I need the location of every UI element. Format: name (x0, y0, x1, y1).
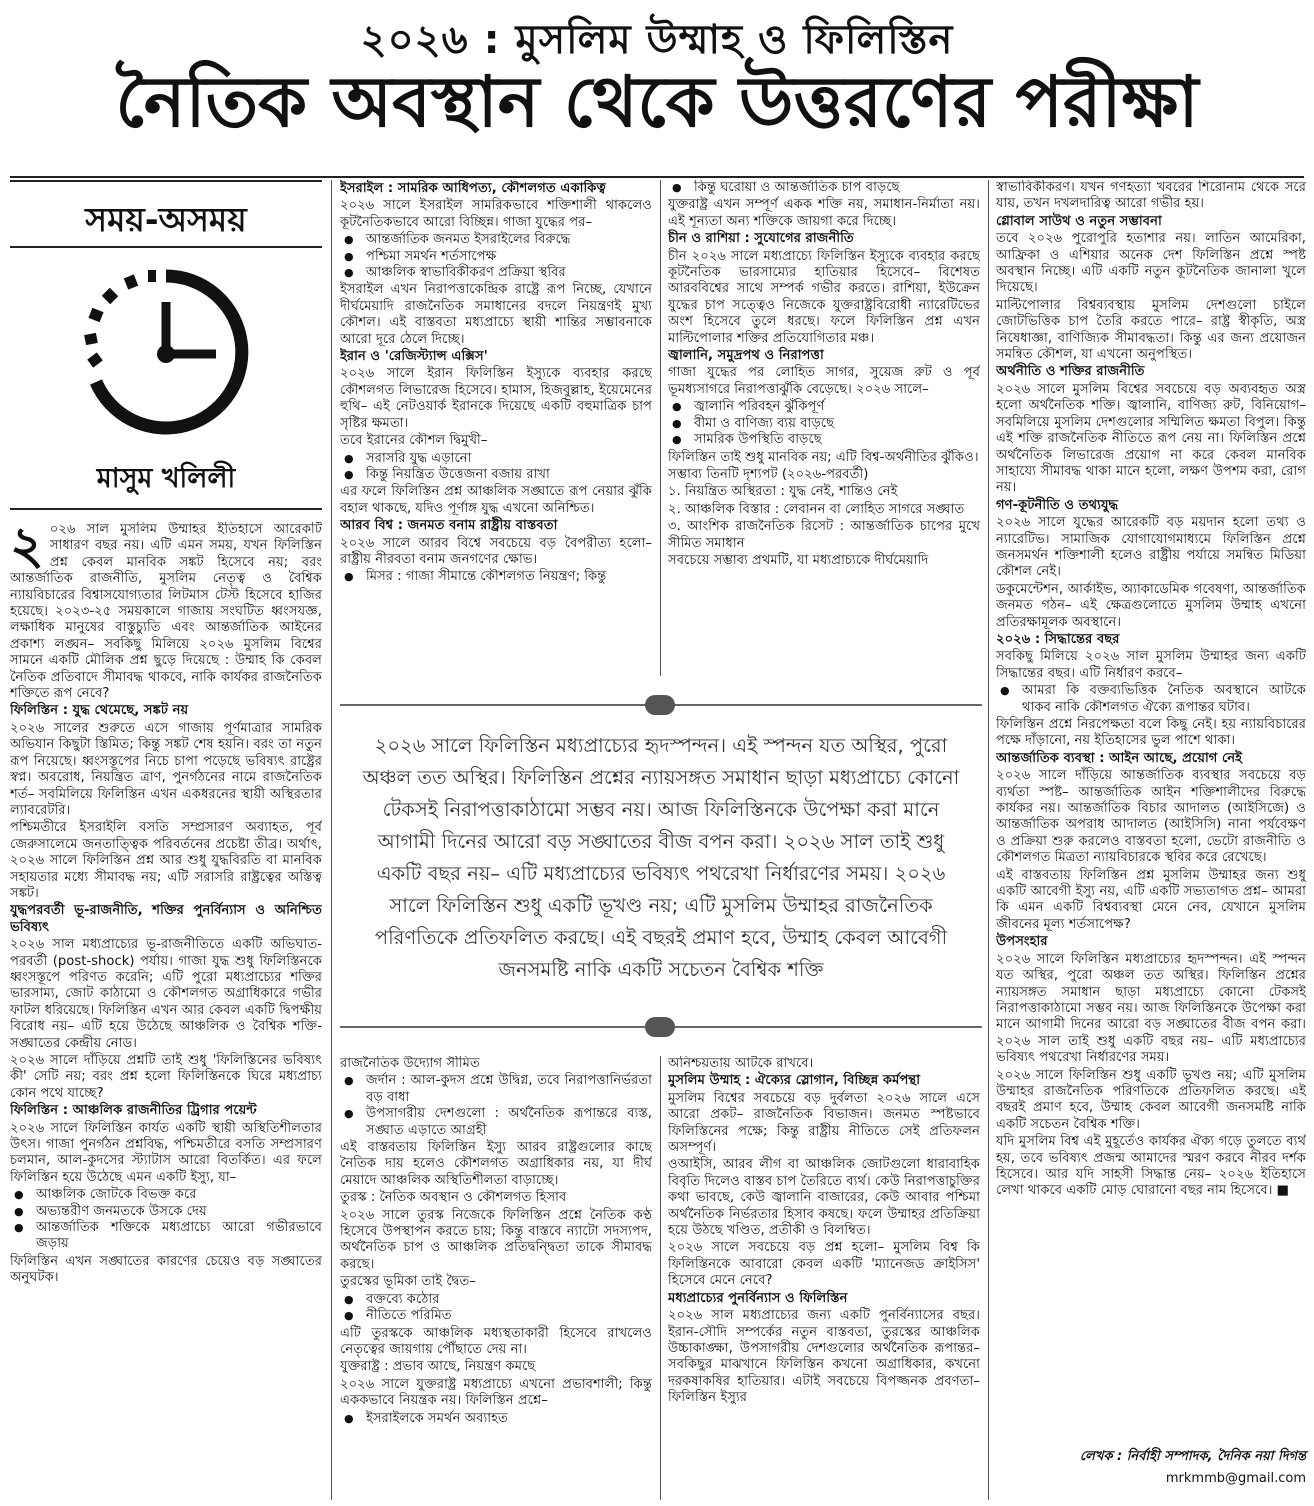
paragraph: তবে ইরানের কৌশল দ্বিমুখী– (340, 433, 488, 449)
list-item: ● উপসাগরীয় দেশগুলো : অর্থনৈতিক রূপান্তরে ব্যস্ত, সঙ্ঘাত এড়াতে আগ্রহী (340, 1106, 652, 1139)
paragraph: এর ফলে ফিলিস্তিন প্রশ্ন আঞ্চলিক সঙ্ঘাতে রূপ নেয়ার ঝুঁকি বহাল থাকছে, যদিও পূর্ণাঙ্গ যুদ্ধ এখনো অনিশ্চিত। (340, 484, 652, 516)
list-item: ● বীমা ও বাণিজ্য ব্যয় বাড়ছে (668, 416, 980, 432)
paragraph: ২০২৬ সালে ফিলিস্তিন মধ্যপ্রাচ্যের হৃদস্পন্দন। এই স্পন্দন যত অস্থির, পুরো অঞ্চল তত অস্থির। ফিলিস্তিন প্রশ্নের ন্যায়সঙ্গত সমাধান ছাড়া মধ্যপ্রাচ্যে কোনো টেকসই নিরাপত্তাকাঠামো সম্ভব নয়। আজ ফিলিস্তিনকে উপেক্ষা করা মানে আগামী দিনের আরো বড় সঙ্ঘাতের বীজ বপন করা। ২০২৬ সাল তাই শুধু একটি বছর নয়– এটি মধ্যপ্রাচ্যের ভবিষ্যৎ পথরেখা নির্ধারণের সময়। (996, 951, 1306, 1066)
list-item: ● জর্দান : আল-কুদস প্রশ্নে উদ্বিগ্ন, তবে নিরাপত্তানির্ভরতা বড় বাধা (340, 1073, 652, 1106)
bullet-list (996, 683, 1306, 716)
paragraph: স্বাভাবিকীকরণ। যখন গণহত্যা খবরের শিরোনাম থেকে সরে যায়, তখন দখলদারিত্ব আরো গভীর হয়। (996, 180, 1306, 212)
paragraph: অনিশ্চয়তায় আটকে রাখবে। (668, 1056, 814, 1071)
list-item: ● নীতিতে পরিমিত (340, 1308, 652, 1324)
column-2-bottom (340, 1056, 652, 1498)
list-item: ● পশ্চিমা সমর্থন শর্তসাপেক্ষ (340, 249, 652, 265)
paragraph: ওআইসি, আরব লীগ বা আঞ্চলিক জোটগুলো ধারাবাহিক বিবৃতি দিলেও বাস্তব চাপ তৈরিতে ব্যর্থ। কেউ নিরাপত্তাচুক্তির কথা ভাবছে, কেউ জ্বালানি বাজারের, কেউ আবার পশ্চিমা অর্থনৈতিক নির্ভরতার হিসাব কষছে। ফলে উম্মাহর প্রতিক্রিয়া হয়ে উঠছে খণ্ডিত, প্রতীকী ও বিলম্বিত। (668, 1157, 980, 1239)
subhead: উপসংহার (996, 934, 1048, 950)
bullet-list (668, 399, 980, 448)
subhead: আরব বিশ্ব : জনমত বনাম রাষ্ট্রীয় বাস্তবতা (340, 518, 558, 534)
subhead: ফিলিস্তিন : আঞ্চলিক রাজনীতির ট্রিগার পয়েন্ট (10, 1103, 257, 1119)
column-divider (988, 180, 989, 1500)
paragraph: চীন ২০২৬ সালে মধ্যপ্রাচ্যে ফিলিস্তিন ইস্যুকে ব্যবহার করছে কূটনৈতিক ভারসাম্যের হাতিয়ার হিসেবে– বিশেষত আরববিশ্বের সাথে সম্পর্ক গভীর করতে। রাশিয়া, ইউক্রেন যুদ্ধের চাপ সত্ত্বেও নিজেকে যুক্তরাষ্ট্রবিরোধী ন্যারেটিভের অংশ হিসেবে তুলে ধরছে। ফলে ফিলিস্তিন প্রশ্ন এখন মাল্টিপোলার শক্তির প্রতিযোগিতার মঞ্চ। (668, 248, 980, 346)
paragraph: ২. আঞ্চলিক বিস্তার : লেবানন বা লোহিত সাগরে সঙ্ঘাত (668, 501, 965, 517)
bullet-list (340, 451, 652, 484)
pull-quote-dot-bottom (645, 1017, 675, 1037)
subhead: ২০২৬ : সিদ্ধান্তের বছর (996, 631, 1120, 647)
list-item: ● কিন্তু ঘরোয়া ও আন্তর্জাতিক চাপ বাড়ছে (668, 180, 980, 196)
pull-quote-dot-top (645, 695, 675, 715)
paragraph: ২০২৬ সালে দাঁড়িয়ে আন্তর্জাতিক ব্যবস্থার সবচেয়ে বড় ব্যর্থতা স্পষ্ট– আন্তর্জাতিক আইন শক্তিশালীদের বিরুদ্ধে কার্যকর নয়। আন্তর্জাতিক বিচার আদালত (আইসিজে) ও আন্তর্জাতিক অপরাধ আদালত (আইসিসি) নানা পর্যবেক্ষণ ও প্রক্রিয়া শুরু করলেও বাস্তবতা হলো, ভেটো রাজনীতি ও কৌশলগত মিত্রতা ন্যায়বিচারকে স্থবির করে রেখেছে। (996, 768, 1306, 866)
headline: নৈতিক অবস্থান থেকে উত্তরণের পরীক্ষা (115, 61, 1199, 143)
paragraph: ২০২৬ সাল মধ্যপ্রাচ্যের জন্য একটি পুনর্বিন্যাসের বছর। ইরান-সৌদি সম্পর্কের নতুন বাস্তবতা, তুরস্কের আঞ্চলিক উচ্চাকাঙ্ক্ষা, উপসাগরীয় দেশগুলোর অর্থনৈতিক রূপান্তর– সবকিছুর মাঝখানে ফিলিস্তিন কখনো অগ্রাধিকার, কখনো দরকষাকষির হাতিয়ার। এটাই সবচেয়ে বিপজ্জনক প্রবণতা– ফিলিস্তিন ইস্যুর (668, 1308, 980, 1406)
paragraph: ২০২৬ সালে সবচেয়ে বড় প্রশ্ন হলো– মুসলিম বিশ্ব কি ফিলিস্তিনকে আবারো কেবল একটি 'ম্যানেজড ক্রাইসিস' হিসেবে মেনে নেবে? (668, 1240, 980, 1289)
paragraph: তুরস্কের ভূমিকা তাই দ্বৈত– (340, 1274, 476, 1290)
end-mark-icon: ■ (1276, 1183, 1290, 1199)
list-item: ● সামরিক উপস্থিতি বাড়ছে (668, 432, 980, 448)
subhead: চীন ও রাশিয়া : সুযোগের রাজনীতি (668, 231, 854, 247)
paragraph: তুরস্ক : নৈতিক অবস্থান ও কৌশলগত হিসাব (340, 1190, 567, 1206)
list-item: ● জ্বালানি পরিবহন ঝুঁকিপূর্ণ (668, 399, 980, 415)
bullet-list (668, 180, 980, 196)
list-item: ● আঞ্চলিক স্বাভাবিকীকরণ প্রক্রিয়া স্থবির (340, 265, 652, 281)
pull-quote-text: ২০২৬ সালে ফিলিস্তিন মধ্যপ্রাচ্যের হৃদস্পন্দন। এই স্পন্দন যত অস্থির, পুরো অঞ্চল তত অস্থির। ফিলিস্তিন প্রশ্নের ন্যায়সঙ্গত সমাধান ছাড়া মধ্যপ্রাচ্যে কোনো টেকসই নিরাপত্তাকাঠামো সম্ভব নয়। আজ ফিলিস্তিনকে উপেক্ষা করা মানে আগামী দিনের আরো বড় সঙ্ঘাতের বীজ বপন করা। ২০২৬ সাল তাই শুধু একটি বছর নয়– এটি মধ্যপ্রাচ্যের ভবিষ্যৎ পথরেখা নির্ধারণের সময়। ২০২৬ সালে ফিলিস্তিন শুধু একটি ভূখণ্ড নয়; এটি মুসলিম উম্মাহর রাজনৈতিক পরিণতিকে প্রতিফলিত করছে। এই বছরই প্রমাণ হবে, উম্মাহ কেবল আবেগী জনসমষ্টি নাকি একটি সচেতন বৈশ্বিক শক্তি (362, 734, 960, 981)
column-title: সময়-অসময় (85, 200, 247, 239)
paragraph: সবচেয়ে সম্ভাব্য প্রথমটি, যা মধ্যপ্রাচ্যকে দীর্ঘমেয়াদি (668, 552, 929, 568)
bullet-list (340, 1073, 652, 1139)
drop-cap: ২ (10, 522, 44, 576)
column-3-top (668, 180, 980, 676)
column-divider (660, 1056, 661, 1500)
list-item: ● ইসরাইলকে সমর্থন অব্যাহত (340, 1411, 652, 1427)
list-item: ● আন্তর্জাতিক জনমত ইসরাইলের বিরুদ্ধে (340, 232, 652, 248)
paragraph: এই বাস্তবতায় ফিলিস্তিন প্রশ্ন মুসলিম উম্মাহর জন্য শুধু একটি আবেগী ইস্যু নয়, এটি একটি সভ্যতাগত প্রশ্ন– আমরা কি এমন একটি বিশ্বব্যবস্থা মেনে নেব, যেখানে মুসলিম জীবনের মূল্য শর্তসাপেক্ষ? (996, 867, 1306, 932)
subhead: ইসরাইল : সামরিক আধিপত্য, কৌশলগত একাকিত্ব (340, 181, 606, 196)
paragraph: ২০২৬ সালে ইসরাইল সামরিকভাবে শক্তিশালী থাকলেও কূটনৈতিকভাবে আরো বিচ্ছিন্ন। গাজা যুদ্ধের পর– (340, 198, 652, 230)
paragraph: ২০২৬ সালে যুদ্ধের আরেকটি বড় ময়দান হলো তথ্য ও ন্যারেটিভ। সামাজিক যোগাযোগমাধ্যমে ফিলিস্তিন প্রশ্নে জনসমর্থন শক্তিশালী হলেও রাষ্ট্রীয় পর্যায়ে সমন্বিত মিডিয়া কৌশল নেই। (996, 515, 1306, 580)
paragraph: যুক্তরাষ্ট্র : প্রভাব আছে, নিয়ন্ত্রণ কমছে (340, 1359, 536, 1375)
list-item: ● বক্তব্যে কঠোর (340, 1292, 652, 1308)
paragraph: গাজা যুদ্ধের পর লোহিত সাগর, সুয়েজ রুট ও পূর্ব ভূমধ্যসাগরে নিরাপত্তাঝুঁকি বেড়েছে। ২০২৬ সালে– (668, 365, 980, 397)
paragraph: রাজনৈতিক উদ্যোগ সীমিত (340, 1056, 480, 1071)
paragraph: ২০২৬ সালে আরব বিশ্বে সবচেয়ে বড় বৈপরীত্য হলো– রাষ্ট্রীয় নীরবতা বনাম জনগণের ক্ষোভ। (340, 535, 652, 567)
subhead: মুসলিম উম্মাহ : ঐক্যের স্লোগান, বিচ্ছিন্ন কর্মপন্থা (668, 1073, 921, 1089)
author-signature: লেখক : নির্বাহী সম্পাদক, দৈনিক নয়া দিগন্ত (1079, 1449, 1306, 1464)
paragraph: ২০২৬ সালে ইরান ফিলিস্তিন ইস্যুকে ব্যবহার করছে কৌশলগত লিভারেজ হিসেবে। হামাস, হিজবুল্লাহ, ইয়েমেনের হুথি– এই নেটওয়ার্ক ইরানকে দিয়েছে একটি বহুমাত্রিক চাপ সৃষ্টির ক্ষমতা। (340, 366, 652, 431)
column-3-bottom (668, 1056, 980, 1498)
column-brand-box (10, 180, 322, 510)
subhead: অর্থনীতি ও শক্তির রাজনীতি (996, 364, 1145, 380)
paragraph: ১. নিয়ন্ত্রিত অস্থিরতা : যুদ্ধ নেই, শান্তিও নেই (668, 484, 898, 500)
paragraph: এটি তুরস্ককে আঞ্চলিক মধ্যস্থতাকারী হিসেবে রাখলেও নেতৃত্বের জায়গায় পৌঁছাতে দেয় না। (340, 1325, 652, 1357)
paragraph: ৩. আংশিক রাজনৈতিক রিসেট : আন্তর্জাতিক চাপের মুখে সীমিত সমাধান (668, 519, 980, 551)
paragraph: ২০২৬ সালের শুরুতে এসে গাজায় পূর্ণমাত্রার সামরিক অভিযান কিছুটা স্তিমিত; কিন্তু সঙ্কট শেষ হয়নি। বরং তা নতুন রূপ নিয়েছে। ধ্বংসস্তূপের নিচে চাপা পড়েছে ভবিষ্যৎ রাষ্ট্রের স্বপ্ন। অবরোধ, নিয়ন্ত্রিত ত্রাণ, পুনর্গঠনের নামে রাজনৈতিক শর্ত– সবমিলিয়ে ফিলিস্তিন এখন একধরনের স্থায়ী অস্থিরতার ল্যাবরেটরি। (10, 720, 322, 818)
paragraph: মুসলিম বিশ্বের সবচেয়ে বড় দুর্বলতা ২০২৬ সালে এসে আরো প্রকট– রাজনৈতিক বিভাজন। জনমত স্পষ্টভাবে ফিলিস্তিনের পক্ষে; কিন্তু রাষ্ট্রীয় নীতিতে সেই প্রতিফলন অসম্পূর্ণ। (668, 1090, 980, 1156)
paragraph: এই বাস্তবতায় ফিলিস্তিন ইস্যু আরব রাষ্ট্রগুলোর কাছে নৈতিক দায় হলেও কৌশলগত অগ্রাধিকার নয়, যা দীর্ঘ মেয়াদে আঞ্চলিক অস্থিতিশীলতা বাড়াচ্ছে। (340, 1140, 652, 1188)
bullet-list (340, 1292, 652, 1325)
subhead: মধ্যপ্রাচ্যের পুনর্বিন্যাস ও ফিলিস্তিন (668, 1290, 848, 1306)
author-email: mrkmmb@gmail.com (1165, 1471, 1306, 1486)
list-item: ● অভ্যন্তরীণ জনমতকে উসকে দেয় (10, 1204, 322, 1220)
kicker-title: ২০২৬ : মুসলিম উম্মাহ ও ফিলিস্তিন (360, 17, 954, 63)
subhead: জ্বালানি, সমুদ্রপথ ও নিরাপত্তা (668, 348, 824, 364)
paragraph: ২০২৬ সাল মধ্যপ্রাচ্যের ভূ-রাজনীতিতে একটি অভিঘাত-পরবর্তী (post-shock) পর্যায়। গাজা যুদ্ধ শুধু ফিলিস্তিনকে ধ্বংসস্তূপে পরিণত করেনি; এটি পুরো মধ্যপ্রাচ্যের শক্তির ভারসাম্য, জোট কাঠামো ও কৌশলগত অগ্রাধিকারে গভীর ফাটল ধরিয়েছে। ফিলিস্তিন এখন আর কেবল একটি দ্বিপক্ষীয় বিরোধ নয়– এটি হয়ে উঠেছে আঞ্চলিক ও বৈশ্বিক শক্তি-সঙ্ঘাতের কেন্দ্রীয় নোড। (10, 937, 322, 1051)
paragraph: ২০২৬ সালে ফিলিস্তিন কার্যত একটি স্থায়ী অস্থিতিশীলতার উৎস। গাজা পুনর্গঠন প্রশ্নবিদ্ধ, পশ্চিমতীরে বসতি সম্প্রসারণ চলমান, আল-কুদসের স্ট্যাটাস আরো বিতর্কিত। এর ফলে ফিলিস্তিন হয়ে উঠেছে এমন একটি ইস্যু, যা– (10, 1120, 322, 1185)
clock-icon (76, 262, 256, 442)
column-divider (331, 180, 332, 1500)
bullet-list (340, 1411, 652, 1427)
column-divider (660, 180, 661, 676)
paragraph: ফিলিস্তিন প্রশ্নে নিরপেক্ষতা বলে কিছু নেই। হয় ন্যায়বিচারের পক্ষে দাঁড়ানো, নয় ইতিহাসের ভুল পাশে থাকা। (996, 717, 1306, 749)
paragraph: ডকুমেন্টেশন, আর্কাইভ, অ্যাকাডেমিক গবেষণা, আন্তর্জাতিক জনমত গঠন– এই ক্ষেত্রগুলোতে মুসলিম উম্মাহ এখনো প্রতিরক্ষামূলক অবস্থানে। (996, 581, 1306, 630)
column-title-rule (10, 246, 322, 248)
bullet-list (340, 569, 652, 585)
paragraph: ২০২৬ সালে ফিলিস্তিন শুধু একটি ভূখণ্ড নয়; এটি মুসলিম উম্মাহর রাজনৈতিক পরিণতিকে প্রতিফলিত করছে। এই বছরই প্রমাণ হবে, উম্মাহ কেবল আবেগী জনসমষ্টি নাকি একটি সচেতন বৈশ্বিক শক্তি। (996, 1067, 1306, 1132)
paragraph: ২০২৬ সালে তুরস্ক নিজেকে ফিলিস্তিন প্রশ্নে নৈতিক কণ্ঠ হিসেবে উপস্থাপন করতে চায়; কিন্তু বাস্তবে ন্যাটো সদস্যপদ, অর্থনৈতিক চাপ ও আঞ্চলিক প্রতিদ্বন্দ্বিতা তাকে সীমাবদ্ধ করছে। (340, 1207, 652, 1272)
subhead: গণ-কূটনীতি ও তথ্যযুদ্ধ (996, 497, 1119, 513)
header-rule (10, 176, 1304, 178)
paragraph (996, 1134, 1306, 1200)
pull-quote-box (340, 690, 982, 1042)
paragraph: ২০২৬ সালে মুসলিম বিশ্বের সবচেয়ে বড় অব্যবহৃত অস্ত্র হলো অর্থনৈতিক শক্তি। জ্বালানি, বাণিজ্য রুট, বিনিয়োগ– সবমিলিয়ে মুসলিম দেশগুলোর সম্মিলিত ক্ষমতা বিপুল। কিন্তু এই শক্তি রাজনৈতিক নীতিতে রূপ নেয় না। ফিলিস্তিন প্রশ্নে অর্থনৈতিক লিভারেজ প্রয়োগ না করে কেবল মানবিক সাহায্যে সীমাবদ্ধ থাকা মানে হলো, লক্ষণ উপশম করা, রোগ নয়। (996, 381, 1306, 496)
column-1 (10, 522, 322, 1498)
paragraph: ফিলিস্তিন এখন সঙ্ঘাতের কারণের চেয়েও বড় সঙ্ঘাতের অনুঘটক। (10, 1253, 322, 1286)
paragraph: ২০২৬ সালে দাঁড়িয়ে প্রশ্নটি তাই শুধু 'ফিলিস্তিনের ভবিষ্যৎ কী' সেটি নয়; বরং প্রশ্ন হলো ফিলিস্তিনকে ঘিরে মধ্যপ্রাচ্য কোন পথে যাচ্ছে? (10, 1053, 322, 1101)
bullet-list (10, 1187, 322, 1253)
subhead: গ্লোবাল সাউথ ও নতুন সম্ভাবনা (996, 213, 1162, 229)
column-2-top (340, 180, 652, 676)
paragraph: ২০২৬ সালে যুক্তরাষ্ট্র মধ্যপ্রাচ্যে এখনো প্রভাবশালী; কিন্তু এককভাবে নিয়ন্ত্রক নয়। ফিলিস্তিন প্রশ্নে– (340, 1376, 652, 1409)
closing-text: যদি মুসলিম বিশ্ব এই মুহূর্তেও কার্যকর ঐক্য গড়ে তুলতে ব্যর্থ হয়, তবে ভবিষ্যৎ প্রজন্ম আমাদের স্মরণ করবে নীরব দর্শক হিসেবে। আর যদি সাহসী সিদ্ধান্ত নেয়– ২০২৬ ইতিহাসে লেখা থাকবে একটি মোড় ঘোরানো বছর নাম হিসেবে। (996, 1134, 1306, 1199)
lead-paragraph: ২ ০২৬ সাল মুসলিম উম্মাহর ইতিহাসে আরেকটি সাধারণ বছর নয়। এটি এমন সময়, যখন ফিলিস্তিন প্রশ্ন কেবল মানবিক সঙ্কট হিসেবে নয়; বরং আন্তর্জাতিক রাজনীতি, মুসলিম নেতৃত্ব ও বৈশ্বিক ন্যায়বিচারের বিশ্বাসযোগ্যতার লিটমাস টেস্ট হিসেবে হাজির হয়েছে। ২০২৩-২৫ সময়কালে গাজায় সংঘটিত ধ্বংসযজ্ঞ, লক্ষাধিক মানুষের বাস্তুচ্যুতি এবং আন্তর্জাতিক আইনের প্রকাশ্য লঙ্ঘন– সবকিছু মিলিয়ে ২০২৬ মুসলিম বিশ্বের সামনে একটি মৌলিক প্রশ্ন ছুড়ে দিয়েছে : উম্মাহ কি কেবল নৈতিক প্রতিবাদে সীমাবদ্ধ থাকবে, নাকি কার্যকর রাজনৈতিক শক্তিতে রূপ নেবে? (10, 522, 322, 702)
paragraph: মাল্টিপোলার বিশ্বব্যবস্থায় মুসলিম দেশগুলো চাইলে জোটভিত্তিক চাপ তৈরি করতে পারে– রাষ্ট্র স্বীকৃতি, অস্ত্র নিষেধাজ্ঞা, বাণিজ্যিক সীমাবদ্ধতা। কিন্তু এর জন্য প্রয়োজন সমন্বিত কৌশল, যা এখনো অনুপস্থিত। (996, 297, 1306, 363)
list-item: ● মিসর : গাজা সীমান্তে কৌশলগত নিয়ন্ত্রণ; কিন্তু (340, 569, 652, 585)
list-item: ● আমরা কি বক্তব্যভিত্তিক নৈতিক অবস্থানে আটকে থাকব নাকি কৌশলগত ঐক্যে রূপান্তর ঘটাব। (996, 683, 1306, 716)
paragraph: সম্ভাব্য তিনটি দৃশ্যপট (২০২৬-পরবর্তী) (668, 466, 869, 482)
paragraph: সবকিছু মিলিয়ে ২০২৬ সাল মুসলিম উম্মাহর জন্য একটি সিদ্ধান্তের বছর। এটি নির্ধারণ করবে– (996, 649, 1306, 681)
subhead: ফিলিস্তিন : যুদ্ধ থেমেছে, সঙ্কট নয় (10, 703, 189, 719)
paragraph: ইসরাইল এখন নিরাপত্তাকেন্দ্রিক রাষ্ট্রে রূপ নিচ্ছে, যেখানে দীর্ঘমেয়াদি রাজনৈতিক সমাধানের বদলে নিয়ন্ত্রণই মুখ্য কৌশল। এই বাস্তবতা মধ্যপ্রাচ্যে স্থায়ী শান্তির সম্ভাবনাকে আরো দূরে ঠেলে দিচ্ছে। (340, 282, 652, 347)
column-4 (996, 180, 1306, 1444)
bullet-list (340, 232, 652, 281)
paragraph: ফিলিস্তিন তাই শুধু মানবিক নয়; এটি বিশ্ব-অর্থনীতির ঝুঁকিও। (668, 449, 979, 465)
paragraph: যুক্তরাষ্ট্র এখন সম্পূর্ণ একক শক্তি নয়, সমাধান-নির্মাতা নয়। এই শূন্যতা অন্য শক্তিকে জায়গা করে দিচ্ছে। (668, 197, 980, 229)
subhead: আন্তর্জাতিক ব্যবস্থা : আইন আছে, প্রয়োগ নেই (996, 750, 1243, 766)
paragraph: তবে ২০২৬ পুরোপুরি হতাশার নয়। লাতিন আমেরিকা, আফ্রিকা ও এশিয়ার অনেক দেশ ফিলিস্তিন প্রশ্নে স্পষ্ট অবস্থান নিচ্ছে। এটি একটি নতুন কূটনৈতিক জানালা খুলে দিয়েছে। (996, 231, 1306, 296)
list-item: ● আন্তর্জাতিক শক্তিকে মধ্যপ্রাচ্যে আরো গভীরভাবে জড়ায় (10, 1220, 322, 1253)
list-item: ● আঞ্চলিক জোটকে বিভক্ত করে (10, 1187, 322, 1203)
subhead: ইরান ও 'রেজিস্ট্যান্স এক্সিস' (340, 349, 488, 365)
list-item: ● কিন্তু নিয়ন্ত্রিত উত্তেজনা বজায় রাখা (340, 467, 652, 483)
list-item: ● সরাসরি যুদ্ধ এড়ানো (340, 451, 652, 467)
author-name: মাসুম খলিলী (96, 463, 236, 494)
paragraph: পশ্চিমতীরে ইসরাইলি বসতি সম্প্রসারণ অব্যাহত, পূর্ব জেরুসালেমে জনতাত্ত্বিক পরিবর্তনের প্রচেষ্টা তীব্র। অর্থাৎ, ২০২৬ সালে ফিলিস্তিন প্রশ্ন আর শুধু যুদ্ধবিরতি বা মানবিক সহায়তার মধ্যে সীমাবদ্ধ নয়; এটি সরাসরি রাষ্ট্রত্বের অস্তিত্ব সঙ্কট। (10, 820, 322, 901)
subhead: যুদ্ধপরবর্তী ভূ-রাজনীতি, শক্তির পুনর্বিন্যাস ও অনিশ্চিত ভবিষ্যৎ (10, 903, 322, 935)
